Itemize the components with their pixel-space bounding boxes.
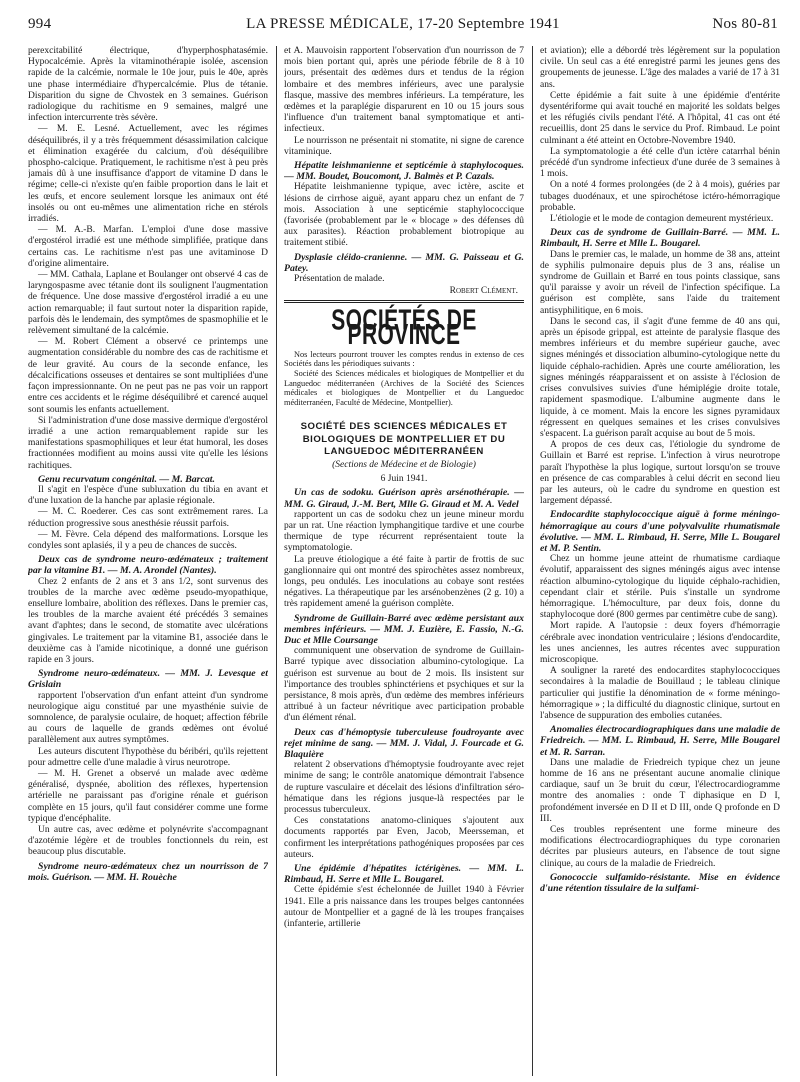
paragraph: Présentation de malade. [294, 274, 385, 285]
section-heading: Endocardite staphylococcique aiguë à forme méningo-hémorragique au cours d'une polyvalvulite rhumatismale évolutive. — MM. L. Rimbaud, H. Serre, Mlle L. Bougarel et M. P. Sentin. [540, 509, 780, 554]
column-right [540, 46, 780, 1076]
paragraph: — M. C. Roederer. Ces cas sont extrêmement rares. La réduction progressive sous anesthésie réussit parfois. [28, 507, 268, 529]
author-signature: Robert Clément. [449, 286, 518, 297]
section-heading: Deux cas de syndrome neuro-œdémateux ; traitement par la vitamine B1. — M. A. Arondel (Nantes). [28, 554, 268, 577]
paragraph: Si l'administration d'une dose massive dermique d'ergostérol irradié a une action remarquablement rapide sur les manifestations spasmophiliques et leur état humoral, les doses fractionnées modifient au moins aussi vite qu'elle les lésions rachitiques. [28, 415, 268, 471]
paragraph: A souligner la rareté des endocardites staphylococciques secondaires à la maladie de Bouillaud ; le tableau clinique particulier qui justifie la dénomination de « forme méningo-hémorragique » ; la difficulté du diagnostic clinique, surtout en l'absence de suppuration des embolies cutanées. [540, 666, 780, 721]
paragraph: Le nourrisson ne présentait ni stomatite, ni signe de carence vitaminique. [284, 135, 524, 157]
paragraph: — M. E. Lesné. Actuellement, avec les régimes déséquilibrés, il y a très fréquemment désassimilation calcique et élimination exagérée du calcium, d'où déséquilibre phospho-calcique. Pratiquement, le rachitisme n'est à peu près jamais dû à une insuffisance d'apport de vitamine D dans le régime; celle-ci n'existe qu'en faible proportion dans le lait et les œufs, et encore seulement lorsque les animaux ont été insolés ou ont eu-mêmes une alimentation riche en stérols irradiés. [28, 124, 268, 225]
editorial-note: Société des Sciences médicales et biologiques de Montpellier et du Languedoc méditerranéen (Archives de la Société des Sciences médicales et biologiques de Montpellier et du Languedoc méditerranéen, Faculté de Médecine, Montpellier). [284, 369, 524, 407]
column-divider [276, 46, 277, 1076]
paragraph: relatent 2 observations d'hémoptysie foudroyante avec rejet minime de sang; le contrôle anatomique démontrait l'absence de rupture vasculaire et décelait des lésions d'infiltration séro-hématique dans les régions jusque-là respectées par le processus tuberculeux. [284, 760, 524, 816]
column-left [28, 46, 268, 1076]
paragraph: perexcitabilité électrique, d'hyperphosphatasémie. Hypocalcémie. Après la vitaminothérapie isolée, ascension rapide de la calcémie, normale le 10e jour, puis le 40e, après une phase intermédiaire d'hypercalcémie. Plus de tétanie. Disparition du signe de Chvostek en 3 semaines. Guérison radiologique du rachitisme en 9 semaines, malgré une infection intercurrente très sévère. [28, 46, 268, 124]
paragraph: et A. Mauvoisin rapportent l'observation d'un nourrisson de 7 mois bien portant qui, après une période fébrile de 8 à 10 jours, présentait des œdèmes durs et tendus de la région lombaire et des membres inférieurs, avec une paralysie flasque, massive des membres inférieurs. La température, les œdèmes et la paraplégie disparurent en 10 ou 15 jours sous l'influence d'un traitement banal symptomatique et anti-infectieux. [284, 46, 524, 135]
section-banner: SOCIÉTÉS DE PROVINCE [331, 305, 477, 352]
section-heading: Hépatite leishmanienne et septicémie à staphylocoques. — MM. Boudet, Boucomont, J. Balmès et P. Cazals. [284, 160, 524, 183]
paragraph: Chez 2 enfants de 2 ans et 3 ans 1/2, sont survenus des troubles de la marche avec œdème pseudo-myopathique, ensellure lombaire, abolition des réflexes. Dans le premier cas, les troubles de la marche avaient été précédés 3 semaines avant d'aphtes; dans le second, de stomatite avec ulcérations gingivales. Le traitement par la vitamine B1, associée dans le deuxième cas à l'amide nicotinique, a donné une guérison rapide en 3 jours. [28, 576, 268, 665]
paragraph: — MM. Cathala, Laplane et Boulanger ont observé 4 cas de laryngospasme avec tétanie dont ils soulignent l'augmentation de fréquence. Une dose massive d'ergostérol irradié a eu une action remarquable; il faut surtout noter la disparition rapide, parfois dès le lendemain, des symptômes de spasmophilie et le relèvement simultané de la calcémie. [28, 270, 268, 337]
column-middle [284, 46, 524, 1076]
paragraph: Il s'agit en l'espèce d'une subluxation du tibia en avant et d'une luxation de la hanche par aplasie régionale. [28, 484, 268, 507]
section-heading: Syndrome de Guillain-Barré avec œdème persistant aux membres inférieurs. — MM. J. Euzière, E. Fassio, N.-G. Duc et Mlle Coursange [284, 612, 524, 646]
paragraph: La symptomatologie a été celle d'un ictère catarrhal bénin précédé d'un syndrome infectieux d'une durée de 3 semaines à 1 mois. [540, 146, 780, 180]
page-header [28, 14, 778, 36]
section-rule [284, 300, 524, 303]
journal-title: LA PRESSE MÉDICALE, 17-20 Septembre 1941 [246, 16, 560, 32]
paragraph: — M. Fèvre. Cela dépend des malformations. Lorsque les condyles sont aplasiés, il y a peu de chances de succès. [28, 529, 268, 551]
paragraph: Dans une maladie de Friedreich typique chez un jeune homme de 16 ans ne présentant aucune anomalie clinique cardiaque, sauf un 3e bruit du cœur, l'électrocardiogramme montre des anomalies : onde T diphasique en D I, profondément inversée en D II et D III, onde Q profonde en D III. [540, 757, 780, 824]
section-heading: Gonococcie sulfamido-résistante. Mise en évidence d'une rétention tissulaire de la sulfami- [540, 871, 780, 895]
paragraph: Dans le premier cas, le malade, un homme de 38 ans, atteint de syphilis pulmonaire depuis plus de 3 ans, réalise un syndrome de Guillain et Barré en tous points classique, sans qu'il paraisse y avoir un réveil de l'infection spécifique. La guérison est complète, sans l'aide du traitement antisyphilitique, en 6 mois. [540, 249, 780, 316]
paragraph: — M. A.-B. Marfan. L'emploi d'une dose massive d'ergostérol irradié est une méthode simplifiée, pratique dans certains cas. Le rachitisme n'est pas une avitaminose D d'origine alimentaire. [28, 225, 268, 269]
paragraph: A propos de ces deux cas, l'étiologie du syndrome de Guillain et Barré est reprise. L'infection à virus neurotrope paraît l'hypothèse la plus logique, surtout lorsqu'on se trouve en présence de cas comparables à celui décrit en second lieu par les auteurs, où le cadre du syndrome en question est largement dépassé. [540, 440, 780, 507]
paragraph: Ces troubles représentent une forme mineure des modifications électrocardiographiques du type coronarien décrites par plusieurs auteurs, en l'absence de tout signe clinique, au cours de la maladie de Friedreich. [540, 825, 780, 869]
paragraph: Mort rapide. A l'autopsie : deux foyers d'hémorragie cérébrale avec inondation ventriculaire ; lésions d'endocardite, les unes anciennes, les autres récentes avec suppuration microscopique. [540, 621, 780, 665]
section-heading: Une épidémie d'hépatites ictérigènes. — MM. L. Rimbaud, H. Serre et Mlle L. Bougarel. [284, 863, 524, 886]
section-heading: Un cas de sodoku. Guérison après arsénothérapie. — MM. G. Giraud, J.-M. Bert, Mlle G. Giraud et M. A. Vedel [284, 487, 524, 510]
article-columns [28, 46, 780, 1076]
paragraph: Les auteurs discutent l'hypothèse du béribéri, qu'ils rejettent pour admettre celle d'une maladie à virus neurotrope. [28, 746, 268, 768]
section-heading: Anomalies électrocardiographiques dans une maladie de Friedreich. — MM. L. Rimbaud, H. Serre, Mlle Bougarel et M. R. Sarran. [540, 724, 780, 758]
paragraph: et aviation); elle a débordé très légèrement sur la population civile. Un seul cas a été enregistré parmi les jeunes gens des groupements de jeunesse. L'âge des malades a varié de 17 à 31 ans. [540, 46, 780, 90]
paragraph: rapportent un cas de sodoku chez un jeune mineur mordu par un rat. Une réaction lymphangitique tardive et une courbe thermique de type récurrent représentaient toute la symptomatologie. [284, 509, 524, 554]
paragraph: — M. Robert Clément a observé ce printemps une augmentation considérable du nombre des cas de rachitisme et de leur gravité. Au cours de la seconde enfance, les décalcifications osseuses et dentaires se sont multipliées d'une façon impressionnante. On ne peut pas ne pas voir un rapport entre ces accidents et le régime déséquilibré et carencé auquel sont soumis les enfants actuellement. [28, 337, 268, 415]
paragraph: Dans le second cas, il s'agit d'une femme de 40 ans qui, après un épisode grippal, est atteinte de paralysie flasque des membres inférieurs et du membre supérieur gauche, avec signes méningés et dissociation albumino-cytologique nette du liquide céphalo-rachidien. Après une courte amélioration, les signes méningés réapparaissent et on assiste à l'éclosion de crises convulsives suivies d'une hémiplégie droite totale, rapidement spasmodique. L'albumine augmente dans le liquide, à ce moment. Mais la encore les signes pyramidaux régressent en quelques semaines et les crises convulsives s'espacent. La guérison paraît acquise au bout de 5 mois. [540, 316, 780, 439]
paragraph: Ces constatations anatomo-cliniques s'ajoutent aux documents rapportés par Even, Jacob, Meersseman, et confirment les interprétations pathogéniques proposées par ces auteurs. [284, 816, 524, 860]
section-heading: Syndrome neuro-œdémateux. — MM. J. Levesque et Grislain [28, 668, 268, 691]
paragraph: rapportent l'observation d'un enfant atteint d'un syndrome neurologique aigu constitué par une myasthénie suivie de somnolence, de paralysie oculaire, de hoquet; affection fébrile au cours de laquelle de grands œdèmes ont évolué parallèlement aux autres symptômes. [28, 690, 268, 746]
paragraph: Hépatite leishmanienne typique, avec ictère, ascite et lésions de cirrhose aiguë, ayant apparu chez un enfant de 7 mois. Association à une septicémie staphylococcique (favorisée (probablement par le « blocage » des défenses dû aux parasites). Réaction probablement biotropique au traitement stibié. [284, 182, 524, 249]
paragraph: On a noté 4 formes prolongées (de 2 à 4 mois), guéries par tubages duodénaux, et une spirochétose ictéro-hémorragique probable. [540, 180, 780, 213]
section-heading: Syndrome neuro-œdémateux chez un nourrisson de 7 mois. Guérison. — MM. H. Rouèche [28, 860, 268, 883]
society-title: SOCIÉTÉ DES SCIENCES MÉDICALES ET BIOLOGIQUES DE MONTPELLIER ET DU LANGUEDOC MÉDITERRANÉEN [300, 421, 508, 458]
paragraph: communiquent une observation de syndrome de Guillain-Barré typique avec dissociation albumino-cytologique. La guérison est survenue au bout de 2 mois. Ils insistent sur l'importance des troubles sphinctériens et psychiques et sur la persistance, 8 mois après, d'un œdème des membres inférieurs attribué à un facteur névritique avec participation probable d'un élément rénal. [284, 646, 524, 724]
paragraph: La preuve étiologique a été faite à partir de frottis de suc ganglionnaire qui ont montré des spirochètes assez nombreux, longs, peu ondulés. Les inoculations au cobaye sont restées négatives. La thérapeutique par les arsénobenzènes (2 g. 10) a très rapidement amené la guérison complète. [284, 554, 524, 610]
page-number: 994 [28, 16, 52, 32]
society-subtitle: (Sections de Médecine et de Biologie) [332, 459, 476, 470]
paragraph: L'étiologie et le mode de contagion demeurent mystérieux. [550, 214, 774, 225]
paragraph: — M. H. Grenet a observé un malade avec œdème généralisé, dyspnée, abolition des réflexes, hypertension artérielle ne paraissant pas d'origine rénale et guérison complète en 15 jours, qu'il faut considérer comme une forme typique d'encéphalite. [28, 769, 268, 824]
section-heading: Deux cas de syndrome de Guillain-Barré. — MM. L. Rimbault, H. Serre et Mlle L. Bougarel. [540, 227, 780, 250]
editorial-note: Nos lecteurs pourront trouver les comptes rendus in extenso de ces Sociétés dans les périodiques suivants : [284, 349, 524, 369]
section-heading: Genu recurvatum congénital. — M. Barcat. [38, 473, 215, 485]
column-divider [532, 46, 533, 1076]
section-heading: Dysplasie cléido-cranienne. — MM. G. Paisseau et G. Patey. [284, 251, 524, 274]
paragraph: Cette épidémie s'est échelonnée de Juillet 1940 à Février 1941. Elle a pris naissance dans les troupes belges cantonnées autour de Montpellier et a gagné de là les troupes françaises (infanterie, artillerie [284, 885, 524, 930]
paragraph: Un autre cas, avec œdème et polynévrite s'accompagnant d'azotémie légère et de troubles fonctionnels du rein, est beaucoup plus discutable. [28, 825, 268, 858]
session-date: 6 Juin 1941. [380, 474, 428, 485]
section-heading: Deux cas d'hémoptysie tuberculeuse foudroyante avec rejet minime de sang. — MM. J. Vidal, J. Fourcade et G. Blaquière [284, 726, 524, 761]
paragraph: Chez un homme jeune atteint de rhumatisme cardiaque évolutif, apparaissent des signes méningés aigus avec intense réaction albumino-cytologique du liquide céphalo-rachidien, cependant clair et stérile. Puis s'installe un syndrome hémorragique. L'hémoculture, par deux fois, donne du staphylocoque doré (800 germes par centimètre cube de sang). [540, 554, 780, 621]
paragraph: Cette épidémie a fait suite à une épidémie d'entérite dysentériforme qui avait touché en majorité les soldats belges et les réfugiés civils pendant l'été. A l'hôpital, 41 cas ont été recueillis, dont 25 dans le service du Prof. Rimbaud. Le point culminant a été atteint en Octobre-Novembre 1940. [540, 90, 780, 146]
issue-number: Nos 80-81 [712, 16, 778, 32]
